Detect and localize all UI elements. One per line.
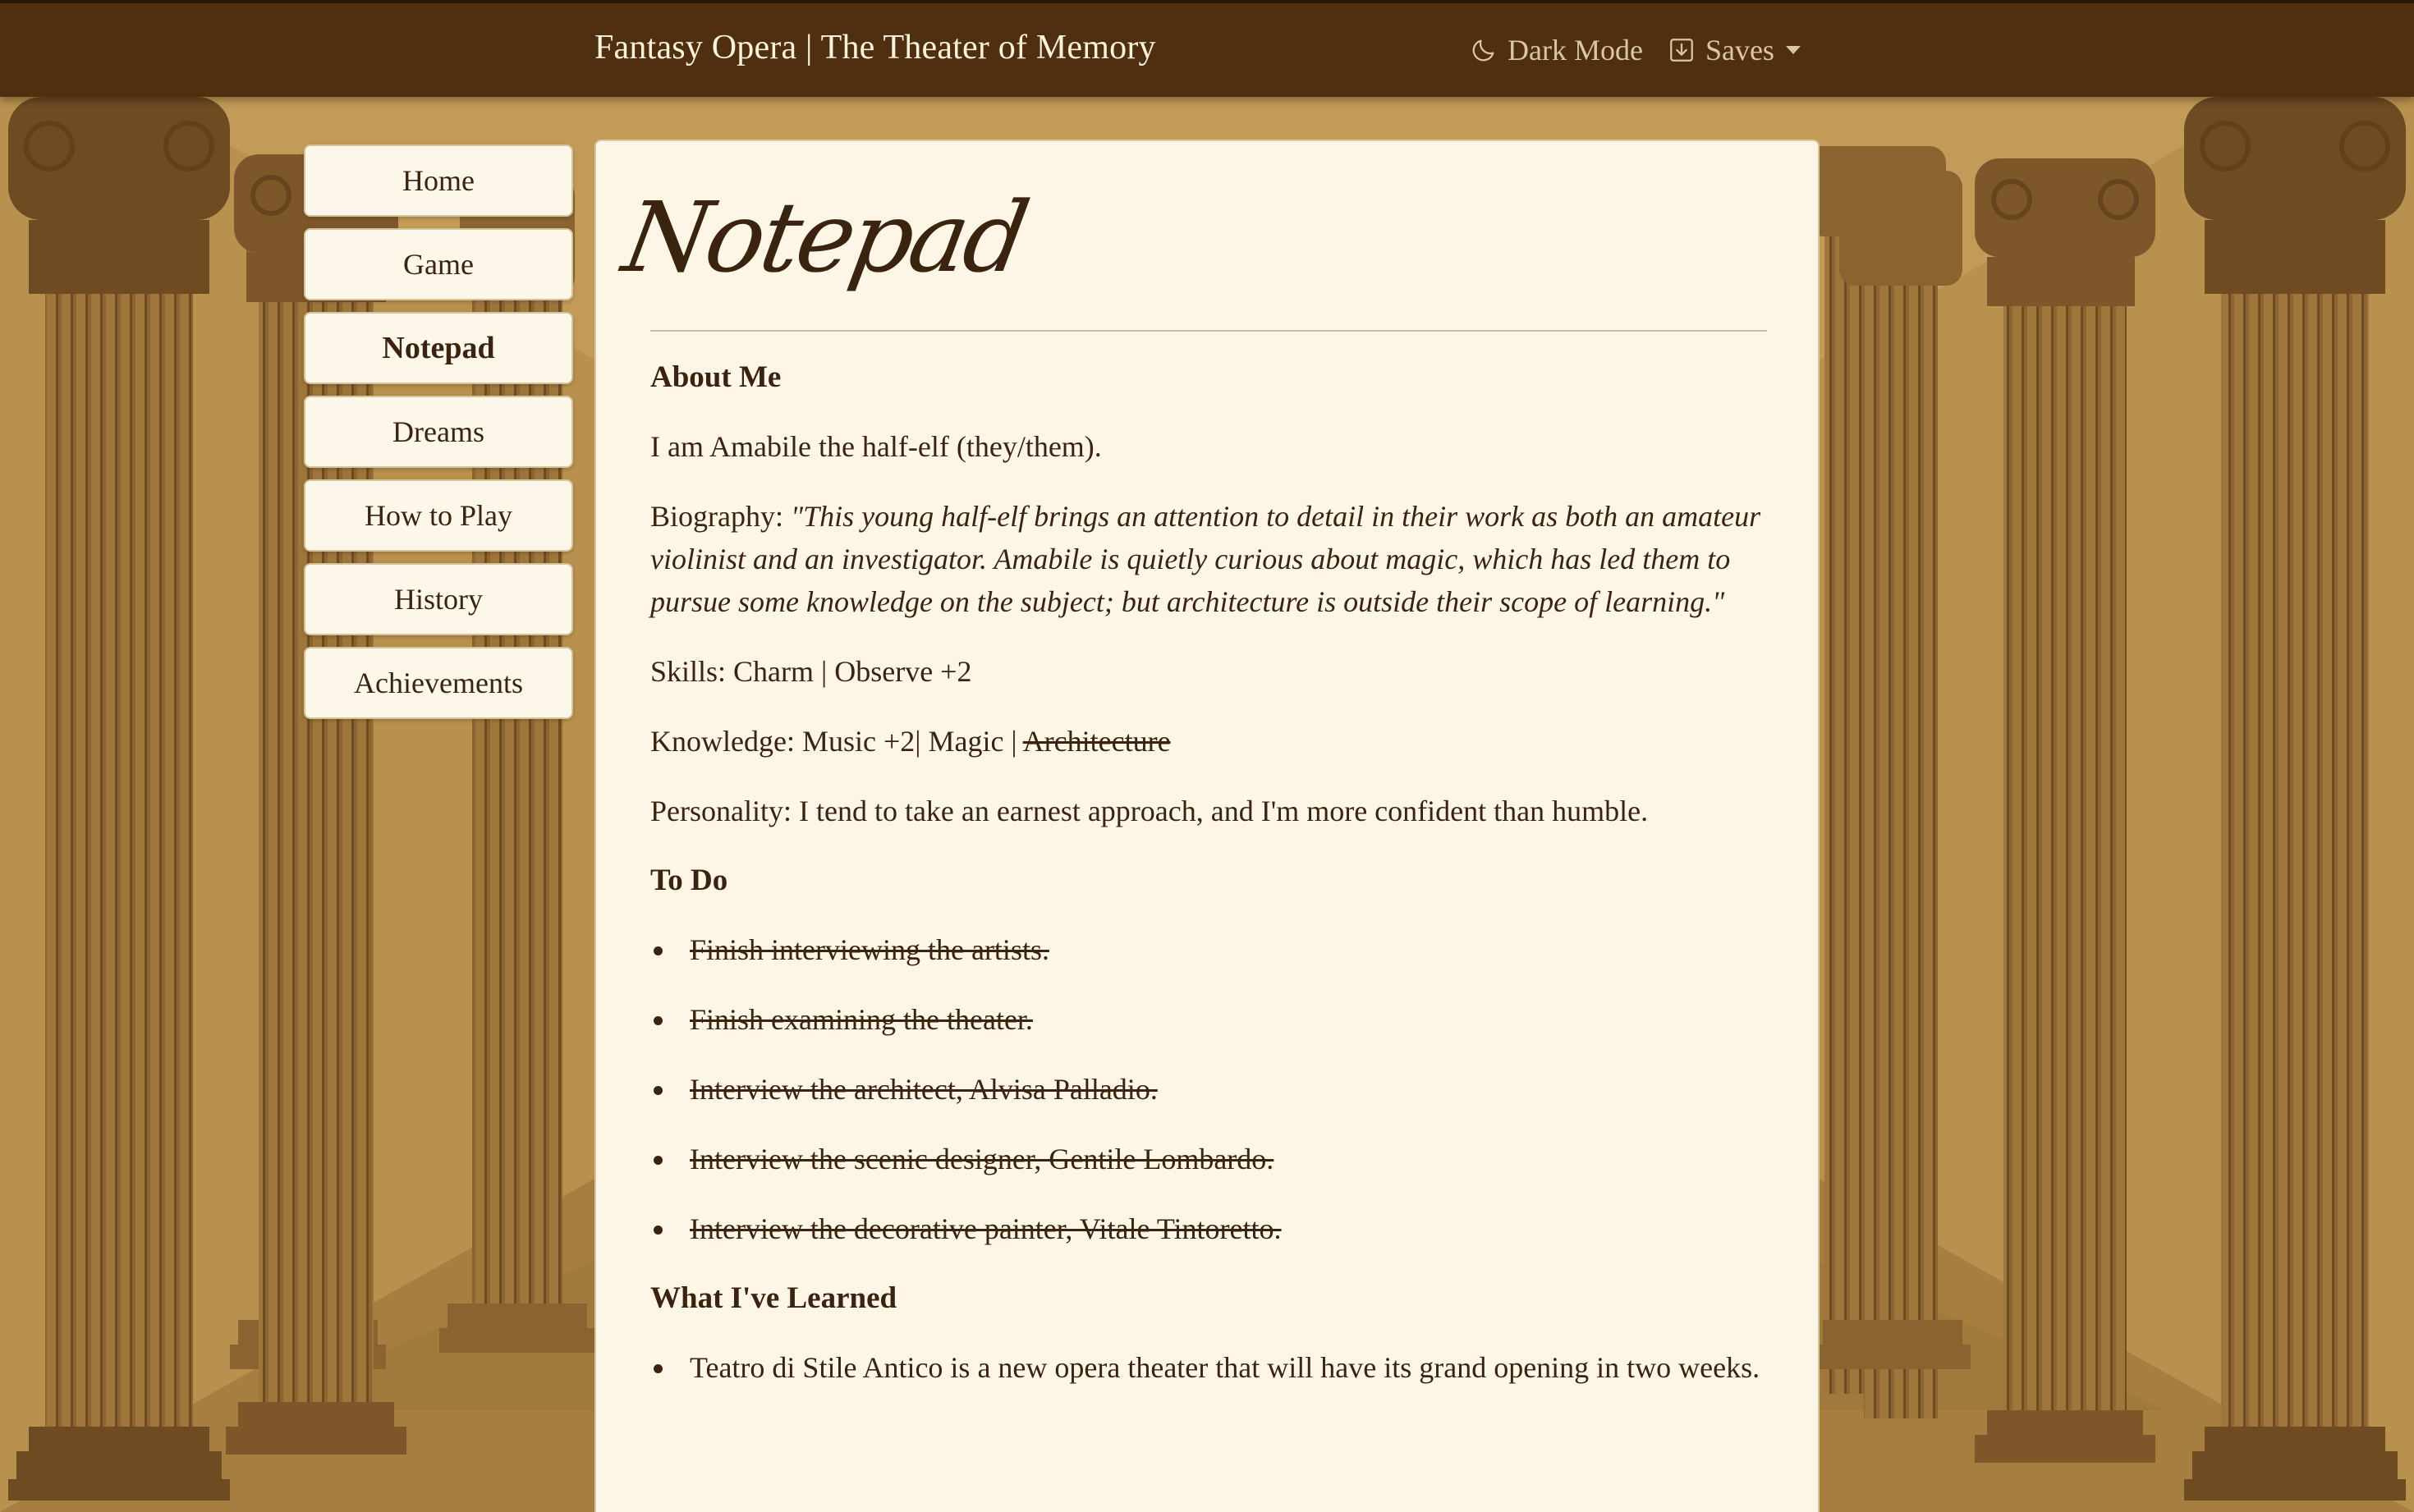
sidebar-item-dreams[interactable]: Dreams <box>304 396 573 468</box>
page-title: Notepad <box>615 181 1035 294</box>
biography-text: "This young half-elf brings an attention to detail in their work as both an amateur violinist and an investigator. Amabile is quietly curious about magic, which has led them to pursue some knowledge on the subject; but architecture is outside their scope of learning." <box>650 500 1761 618</box>
list-item <box>650 1068 1767 1111</box>
sidebar-item-notepad[interactable]: Notepad <box>304 312 573 384</box>
list-item <box>650 1207 1767 1250</box>
todo-item-text: Interview the scenic designer, Gentile Lombardo. <box>690 1143 1274 1175</box>
navbar-actions <box>1470 33 1801 67</box>
notepad-content <box>650 356 1767 1416</box>
knowledge <box>650 720 1767 763</box>
about-intro: I am Amabile the half-elf (they/them). <box>650 430 1102 463</box>
learned-list <box>650 1346 1767 1389</box>
app-title[interactable]: Fantasy Opera | The Theater of Memory <box>594 29 1156 66</box>
list-item <box>650 1138 1767 1180</box>
sidebar-item-game[interactable]: Game <box>304 228 573 300</box>
sidebar-item-history[interactable]: History <box>304 563 573 635</box>
learned-item-text: Teatro di Stile Antico is a new opera theater that will have its grand opening in two weeks. <box>690 1351 1760 1384</box>
todo-item-text: Interview the architect, Alvisa Palladio. <box>690 1073 1158 1106</box>
todo-item-text: Finish interviewing the artists. <box>690 933 1049 966</box>
todo-list <box>650 928 1767 1250</box>
list-item <box>650 998 1767 1041</box>
learned-heading: What I've Learned <box>650 1281 897 1315</box>
sidebar-item-how-to-play[interactable]: How to Play <box>304 479 573 552</box>
dark-mode-label: Dark Mode <box>1508 34 1643 66</box>
biography <box>650 495 1767 623</box>
personality: Personality: I tend to take an earnest approach, and I'm more confident than humble. <box>650 795 1649 827</box>
sidebar <box>304 144 573 731</box>
top-navbar <box>0 0 2414 97</box>
sidebar-item-home[interactable]: Home <box>304 144 573 217</box>
biography-label: Biography: <box>650 500 791 533</box>
knowledge-struck: Architecture <box>1022 725 1171 758</box>
about-heading: About Me <box>650 360 782 394</box>
skills: Skills: Charm | Observe +2 <box>650 655 972 688</box>
todo-item-text: Finish examining the theater. <box>690 1003 1033 1036</box>
sidebar-item-achievements[interactable]: Achievements <box>304 647 573 719</box>
saves-dropdown[interactable] <box>1668 33 1801 67</box>
todo-heading: To Do <box>650 864 728 897</box>
title-divider <box>650 330 1767 332</box>
knowledge-text: Knowledge: Music +2| Magic | <box>650 725 1023 758</box>
dark-mode-toggle[interactable] <box>1470 33 1643 67</box>
moon-icon <box>1470 36 1498 64</box>
todo-item-text: Interview the decorative painter, Vitale Tintoretto. <box>690 1212 1282 1245</box>
saves-label: Saves <box>1705 34 1774 66</box>
notepad-panel <box>594 140 1820 1512</box>
download-icon <box>1668 36 1696 64</box>
list-item <box>650 1346 1767 1389</box>
chevron-down-icon <box>1786 46 1801 54</box>
list-item <box>650 928 1767 971</box>
